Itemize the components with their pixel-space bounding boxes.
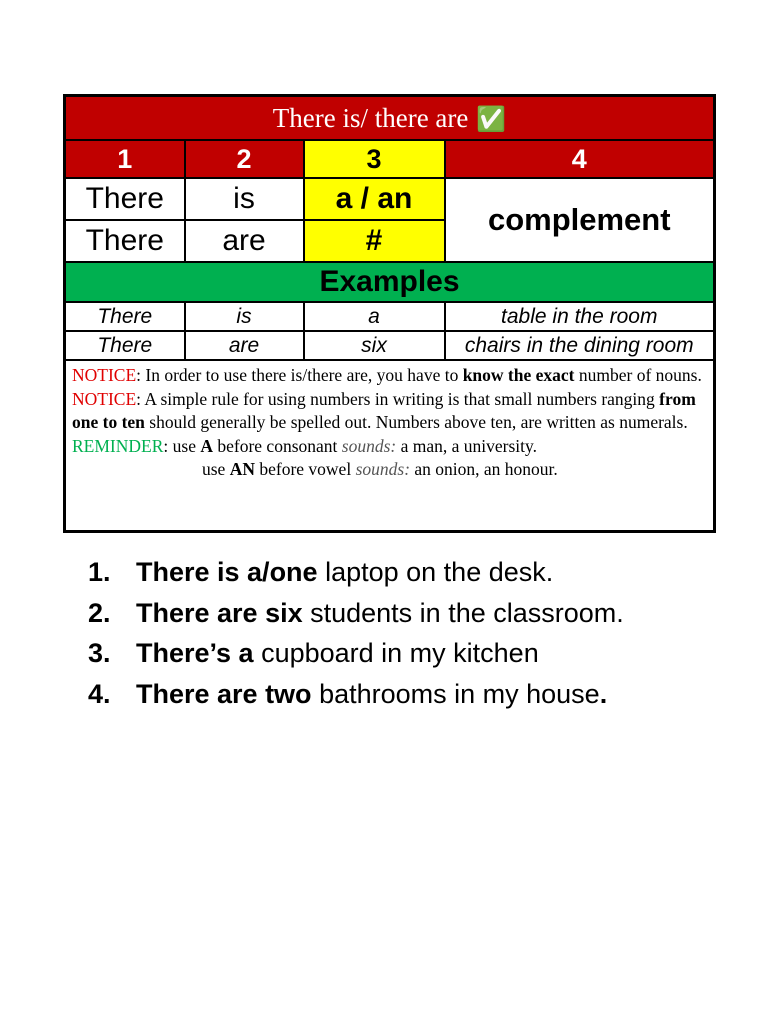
reminder-bold-text: AN xyxy=(229,459,255,479)
example-cell: a xyxy=(304,302,445,331)
reminder-text: a man, a university. xyxy=(396,435,537,456)
example-cell: is xyxy=(185,302,304,331)
sentence-rest: cupboard in my kitchen xyxy=(253,638,539,668)
column-number-2: 2 xyxy=(185,140,304,178)
sentence-rest: laptop on the desk. xyxy=(317,557,554,587)
table-title xyxy=(65,96,715,141)
column-number-1: 1 xyxy=(65,140,185,178)
reminder-label: REMINDER xyxy=(72,435,164,456)
grammar-table xyxy=(63,94,716,533)
title-text: There is/ there are xyxy=(272,102,469,133)
subject-cell: There xyxy=(65,178,185,220)
examples-heading: Examples xyxy=(65,262,715,302)
notice-text: number of nouns. xyxy=(574,365,702,385)
example-cell: are xyxy=(185,331,304,360)
sentence-item xyxy=(88,674,624,715)
reminder-paragraph xyxy=(72,435,707,459)
example-cell: There xyxy=(65,331,185,360)
notice-text: : A simple rule for using numbers in writing is that small numbers ranging xyxy=(136,388,660,409)
verb-cell: are xyxy=(185,220,304,262)
notice-paragraph xyxy=(72,388,707,435)
notice-text: : In order to use there is/there are, you have to xyxy=(136,365,463,385)
notice-bold-text: from one to ten xyxy=(72,388,696,432)
notice-bold-text: know the exact xyxy=(462,365,575,385)
notice-paragraph xyxy=(72,364,707,388)
sentence-bold: There are six xyxy=(136,597,303,628)
sentence-number: 4. xyxy=(88,678,111,709)
sentence-item xyxy=(88,552,624,593)
sentence-bold: There’s a xyxy=(136,638,254,668)
reminder-text: an onion, an honour. xyxy=(410,459,558,479)
complement-cell: complement xyxy=(445,178,715,262)
sentence-rest: bathrooms in my house xyxy=(311,678,600,709)
notice-text: should generally be spelled out. Numbers above ten, are written as numerals. xyxy=(144,412,688,432)
reminder-italic-text: sounds: xyxy=(355,459,411,479)
notice-label: NOTICE xyxy=(72,365,137,385)
sentence-bold: There is a/one xyxy=(136,557,318,587)
example-cell: chairs in the dining room xyxy=(445,331,715,360)
checkmark-icon: ✅ xyxy=(476,104,507,133)
sentence-number: 3. xyxy=(88,638,111,668)
sentence-number: 1. xyxy=(88,557,111,587)
subject-cell: There xyxy=(65,220,185,262)
sentence-bold: There are two xyxy=(136,678,312,709)
sentence-end: . xyxy=(599,678,608,709)
column-number-4: 4 xyxy=(445,140,715,178)
notice-label: NOTICE xyxy=(72,388,137,409)
article-cell: a / an xyxy=(304,178,445,220)
reminder-italic-text: sounds: xyxy=(341,435,397,456)
sentence-number: 2. xyxy=(88,597,111,628)
reminder-paragraph-line2 xyxy=(72,458,707,482)
sentence-item xyxy=(88,593,624,634)
column-number-3: 3 xyxy=(304,140,445,178)
reminder-text: : use xyxy=(163,435,201,456)
notes-section xyxy=(65,360,715,532)
sentence-rest: students in the classroom. xyxy=(302,597,624,628)
example-cell: table in the room xyxy=(445,302,715,331)
verb-cell: is xyxy=(185,178,304,220)
example-cell: There xyxy=(65,302,185,331)
number-cell: # xyxy=(304,220,445,262)
reminder-text: before vowel xyxy=(254,459,356,479)
reminder-text: before consonant xyxy=(212,435,342,456)
example-cell: six xyxy=(304,331,445,360)
sentence-item xyxy=(88,633,624,674)
reminder-bold-text: A xyxy=(200,435,213,456)
example-sentences-list xyxy=(88,552,624,714)
reminder-text: use xyxy=(202,459,230,479)
